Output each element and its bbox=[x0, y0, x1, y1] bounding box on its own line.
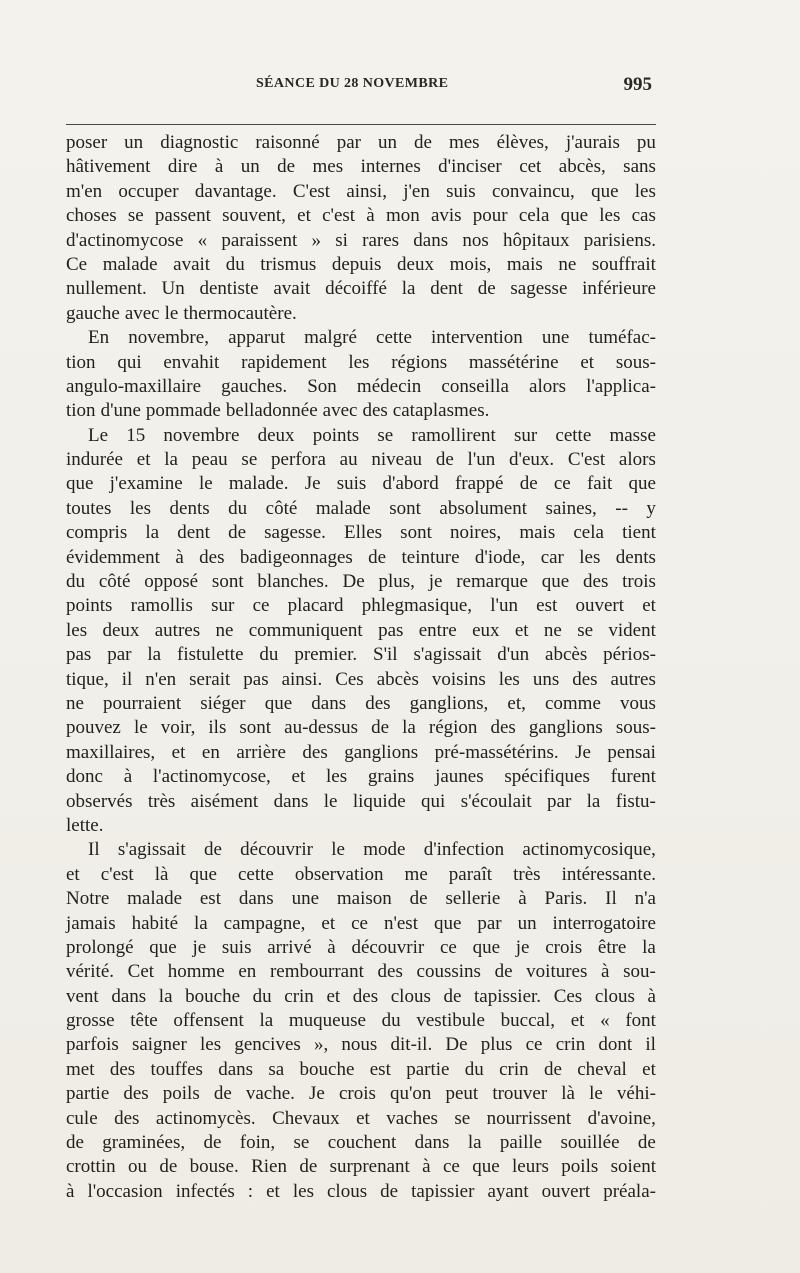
text-line: points ramollis sur ce placard phlegmasique, l'un est ouvert et bbox=[66, 595, 656, 617]
text-line: Le 15 novembre deux points se ramollirent sur cette masse bbox=[88, 424, 656, 446]
header-rule bbox=[66, 124, 656, 125]
text-line: de graminées, de foin, se couchent dans la paille souillée de bbox=[66, 1132, 656, 1154]
text-line: pas par la fistulette du premier. S'il s'agissait d'un abcès périos- bbox=[66, 644, 656, 666]
text-line: grosse tête offensent la muqueuse du vestibule buccal, et « font bbox=[66, 1010, 656, 1032]
text-line: que j'examine le malade. Je suis d'abord frappé de ce fait que bbox=[66, 473, 656, 495]
text-line: met des touffes dans sa bouche est partie du crin de cheval et bbox=[66, 1058, 656, 1080]
text-line: ne pourraient siéger que dans des ganglions, et, comme vous bbox=[66, 692, 656, 714]
text-line: les deux autres ne communiquent pas entre eux et ne se vident bbox=[66, 619, 656, 641]
text-line: hâtivement dire à un de mes internes d'inciser cet abcès, sans bbox=[66, 156, 656, 178]
text-line: et c'est là que cette observation me paraît très intéressante. bbox=[66, 863, 656, 885]
text-line: indurée et la peau se perfora au niveau de l'un d'eux. C'est alors bbox=[66, 449, 656, 471]
text-line: donc à l'actinomycose, et les grains jaunes spécifiques furent bbox=[66, 766, 656, 788]
text-line: compris la dent de sagesse. Elles sont noires, mais cela tient bbox=[66, 522, 656, 544]
running-title: SÉANCE DU 28 NOVEMBRE bbox=[256, 76, 449, 91]
text-line: Il s'agissait de découvrir le mode d'infection actinomycosique, bbox=[88, 839, 656, 861]
text-line: évidemment à des badigeonnages de teinture d'iode, car les dents bbox=[66, 546, 656, 568]
text-line: partie des poils de vache. Je crois qu'on peut trouver là le véhi- bbox=[66, 1083, 656, 1105]
text-line: cule des actinomycès. Chevaux et vaches se nourrissent d'avoine, bbox=[66, 1107, 656, 1129]
text-line: tion d'une pommade belladonnée avec des cataplasmes. bbox=[66, 400, 490, 422]
text-line: choses se passent souvent, et c'est à mon avis pour cela que les cas bbox=[66, 205, 656, 227]
text-line: lette. bbox=[66, 814, 104, 836]
text-line: tique, il n'en serait pas ainsi. Ces abcès voisins les uns des autres bbox=[66, 668, 656, 690]
text-line: m'en occuper davantage. C'est ainsi, j'en suis convaincu, que les bbox=[66, 180, 656, 202]
page-header bbox=[66, 76, 656, 104]
text-line: Notre malade est dans une maison de sellerie à Paris. Il n'a bbox=[66, 888, 656, 910]
text-line: pouvez le voir, ils sont au-dessus de la région des ganglions sous- bbox=[66, 717, 656, 739]
text-line: crottin ou de bouse. Rien de surprenant à ce que leurs poils soient bbox=[66, 1156, 656, 1178]
page-number: 995 bbox=[623, 74, 652, 95]
text-line: vent dans la bouche du crin et des clous de tapissier. Ces clous à bbox=[66, 985, 656, 1007]
text-line: toutes les dents du côté malade sont absolument saines, -- y bbox=[66, 497, 656, 519]
text-line: En novembre, apparut malgré cette intervention une tuméfac- bbox=[88, 327, 656, 349]
text-line: Ce malade avait du trismus depuis deux mois, mais ne souffrait bbox=[66, 253, 656, 275]
text-line: prolongé que je suis arrivé à découvrir ce que je crois être la bbox=[66, 936, 656, 958]
text-line: d'actinomycose « paraissent » si rares dans nos hôpitaux parisiens. bbox=[66, 229, 656, 251]
body-text bbox=[66, 131, 656, 1204]
text-line: tion qui envahit rapidement les régions massétérine et sous- bbox=[66, 351, 656, 373]
text-line: vérité. Cet homme en rembourrant des coussins de voitures à sou- bbox=[66, 961, 656, 983]
text-line: gauche avec le thermocautère. bbox=[66, 302, 297, 324]
text-line: jamais habité la campagne, et ce n'est que par un interrogatoire bbox=[66, 912, 656, 934]
text-line: maxillaires, et en arrière des ganglions pré-massétérins. Je pensai bbox=[66, 741, 656, 763]
text-line: nullement. Un dentiste avait décoiffé la dent de sagesse inférieure bbox=[66, 278, 656, 300]
text-line: poser un diagnostic raisonné par un de mes élèves, j'aurais pu bbox=[66, 132, 656, 153]
text-line: du côté opposé sont blanches. De plus, je remarque que des trois bbox=[66, 571, 656, 593]
text-line: observés très aisément dans le liquide qui s'écoulait par la fistu- bbox=[66, 790, 656, 812]
text-line: à l'occasion infectés : et les clous de tapissier ayant ouvert préala- bbox=[66, 1180, 656, 1202]
text-line: angulo-maxillaire gauches. Son médecin conseilla alors l'applica- bbox=[66, 375, 656, 397]
text-line: parfois saigner les gencives », nous dit-il. De plus ce crin dont il bbox=[66, 1034, 656, 1056]
